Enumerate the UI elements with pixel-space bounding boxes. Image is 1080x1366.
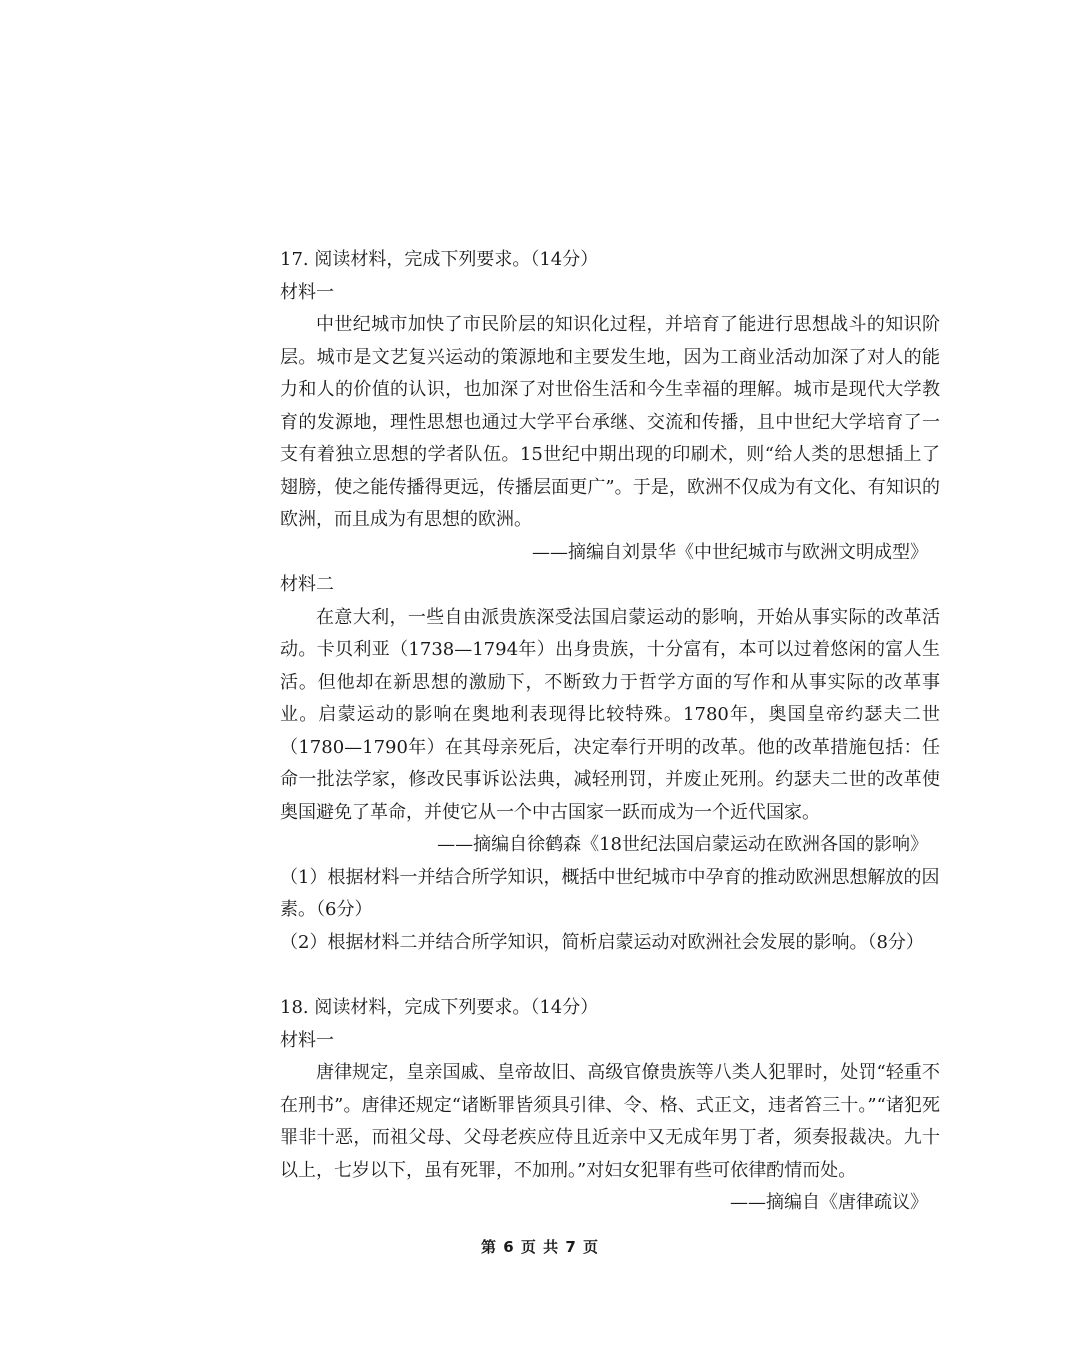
- q17-subquestion-1: （1）根据材料一并结合所学知识，概括中世纪城市中孕育的推动欧洲思想解放的因素。（6分）: [280, 866, 940, 920]
- exam-page-content: [280, 244, 940, 1220]
- question-18-title: 18. 阅读材料，完成下列要求。（14分）: [280, 997, 599, 1018]
- q17-material-2-text: 在意大利，一些自由派贵族深受法国启蒙运动的影响，开始从事实际的改革活动。卡贝利亚（1738—1794年）出身贵族，十分富有，本可以过着悠闲的富人生活。但他却在新思想的激励下，不断致力于哲学方面的写作和从事实际的改革事业。启蒙运动的影响在奥地利表现得比较特殊。1780年，奥国皇帝约瑟夫二世（1780—1790年）在其母亲死后，决定奉行开明的改革。他的改革措施包括：任命一批法学家，修改民事诉讼法典，减轻刑罚，并废止死刑。约瑟夫二世的改革使奥国避免了革命，并使它从一个中古国家一跃而成为一个近代国家。: [280, 606, 940, 823]
- question-spacer: [280, 959, 940, 992]
- page-number-footer: 第 6 页 共 7 页: [481, 1238, 599, 1256]
- q17-material-2-label: 材料二: [280, 574, 334, 595]
- q17-material-1-source: ——摘编自刘景华《中世纪城市与欧洲文明成型》: [532, 541, 928, 563]
- q17-material-1-label: 材料一: [280, 281, 334, 303]
- question-17-title: 17. 阅读材料，完成下列要求。（14分）: [280, 249, 599, 270]
- q17-material-1-text: 中世纪城市加快了市民阶层的知识化过程，并培育了能进行思想战斗的知识阶层。城市是文艺复兴运动的策源地和主要发生地，因为工商业活动加深了对人的能力和人的价值的认识，也加深了对世俗生活和今生幸福的理解。城市是现代大学教育的发源地，理性思想也通过大学平台承继、交流和传播，且中世纪大学培育了一支有着独立思想的学者队伍。15世纪中期出现的印刷术，则“给人类的思想插上了翅膀，使之能传播得更远，传播层面更广”。于是，欧洲不仅成为有文化、有知识的欧洲，而且成为有思想的欧洲。: [280, 314, 940, 530]
- q17-material-2-source: ——摘编自徐鹤森《18世纪法国启蒙运动在欧洲各国的影响》: [437, 834, 928, 855]
- q18-material-1-source: ——摘编自《唐律疏议》: [730, 1192, 928, 1213]
- q17-subquestion-2: （2）根据材料二并结合所学知识，简析启蒙运动对欧洲社会发展的影响。（8分）: [280, 931, 924, 953]
- q18-material-1-label: 材料一: [280, 1029, 334, 1051]
- q18-material-1-text: 唐律规定，皇亲国戚、皇帝故旧、高级官僚贵族等八类人犯罪时，处罚“轻重不在刑书”。唐律还规定“诸断罪皆须具引律、令、格、式正文，违者笞三十。”“诸犯死罪非十恶，而祖父母、父母老疾应侍且近亲中又无成年男丁者，须奏报裁决。九十以上，七岁以下，虽有死罪，不加刑。”对妇女犯罪有些可依律酌情而处。: [280, 1062, 940, 1181]
